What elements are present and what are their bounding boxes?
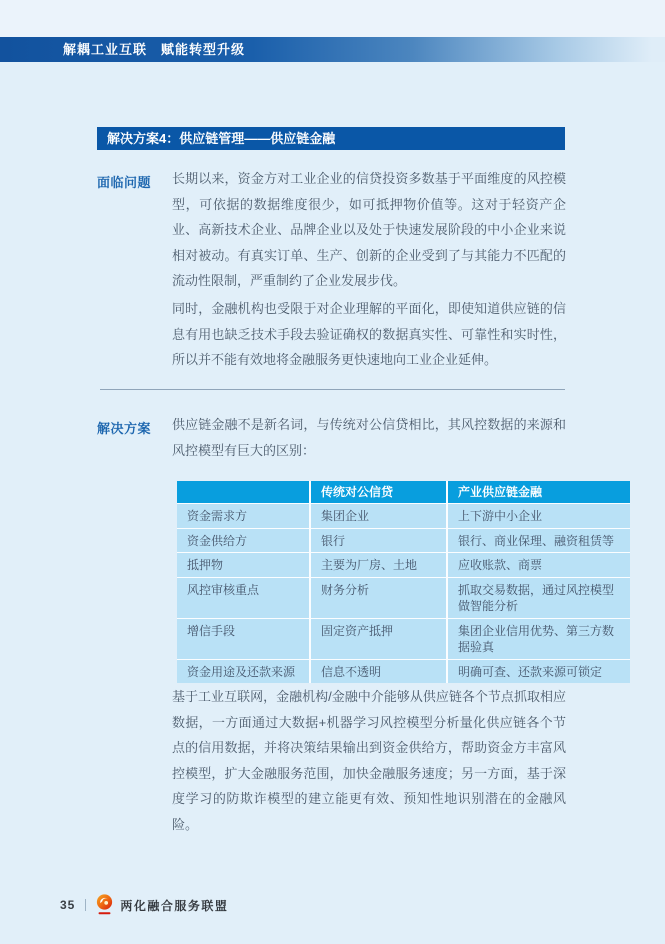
table-cell: 固定资产抵押 (311, 619, 448, 660)
table-header-cell-supplychain: 产业供应链金融 (448, 481, 630, 504)
table-cell: 银行 (311, 529, 448, 554)
footer-divider (85, 899, 86, 911)
top-margin-strip (0, 0, 665, 37)
problem-paragraph-2: 同时，金融机构也受限于对企业理解的平面化，即使知道供应链的信息有用也缺乏技术手段去验证确权的数据真实性、可靠性和实时性，所以并不能有效地将金融服务更快速地向工业企业延伸。 (172, 301, 566, 367)
table-cell: 银行、商业保理、融资租赁等 (448, 529, 630, 554)
table-cell: 上下游中小企业 (448, 504, 630, 529)
alliance-name: 两化融合服务联盟 (120, 898, 229, 913)
table-row (177, 553, 630, 578)
header-banner-text: 解耦工业互联 赋能转型升级 (63, 42, 246, 57)
header-banner (0, 37, 665, 62)
comparison-table (177, 481, 630, 683)
problem-section-label: 面临问题 (97, 175, 152, 190)
problem-paragraph-1: 长期以来，资金方对工业企业的信贷投资多数基于平面维度的风控模型，可依据的数据维度很少，如可抵押物价值等。这对于轻资产企业、高新技术企业、品牌企业以及处于快速发展阶段的中小企业来说相对被动。有真实订单、生产、创新的企业受到了与其能力不匹配的流动性限制，严重制约了企业发展步伐。 (172, 171, 566, 288)
table-cell: 信息不透明 (311, 660, 448, 684)
table-header-cell-blank (177, 481, 311, 504)
table-cell: 集团企业 (311, 504, 448, 529)
table-cell: 应收账款、商票 (448, 553, 630, 578)
solution-intro-paragraph: 供应链金融不是新名词，与传统对公信贷相比，其风控数据的来源和风控模型有巨大的区别： (172, 417, 566, 458)
table-row (177, 578, 630, 619)
table-row (177, 660, 630, 684)
section-title-bar (97, 127, 565, 150)
table-row (177, 504, 630, 529)
table-row (177, 619, 630, 660)
table-cell: 增信手段 (177, 619, 311, 660)
table-cell: 集团企业信用优势、第三方数据验真 (448, 619, 630, 660)
table-header-row (177, 481, 630, 504)
section-divider (100, 389, 565, 390)
table-header-cell-traditional: 传统对公信贷 (311, 481, 448, 504)
table-cell: 资金供给方 (177, 529, 311, 554)
table-cell: 财务分析 (311, 578, 448, 619)
table-cell: 资金用途及还款来源 (177, 660, 311, 684)
table-cell: 资金需求方 (177, 504, 311, 529)
page-number: 35 (60, 898, 76, 912)
table-cell: 抓取交易数据，通过风控模型做智能分析 (448, 578, 630, 619)
solution-outro-paragraph: 基于工业互联网，金融机构/金融中介能够从供应链各个节点抓取相应数据，一方面通过大数据+机器学习风控模型分析量化供应链各个节点的信用数据，并将决策结果输出到资金供给方，帮助资金方丰富风控模型，扩大金融服务范围，加快金融服务速度；另一方面，基于深度学习的防欺诈模型的建立能更有效、预知性地识别潜在的金融风险。 (172, 689, 566, 832)
table-row (177, 529, 630, 554)
table-cell: 抵押物 (177, 553, 311, 578)
page-footer (60, 893, 228, 917)
section-title-text: 解决方案4：供应链管理——供应链金融 (107, 131, 336, 146)
table-cell: 主要为厂房、土地 (311, 553, 448, 578)
table-cell: 明确可查、还款来源可锁定 (448, 660, 630, 684)
alliance-logo-icon (96, 894, 113, 916)
solution-section-label: 解决方案 (97, 421, 152, 436)
table-cell: 风控审核重点 (177, 578, 311, 619)
